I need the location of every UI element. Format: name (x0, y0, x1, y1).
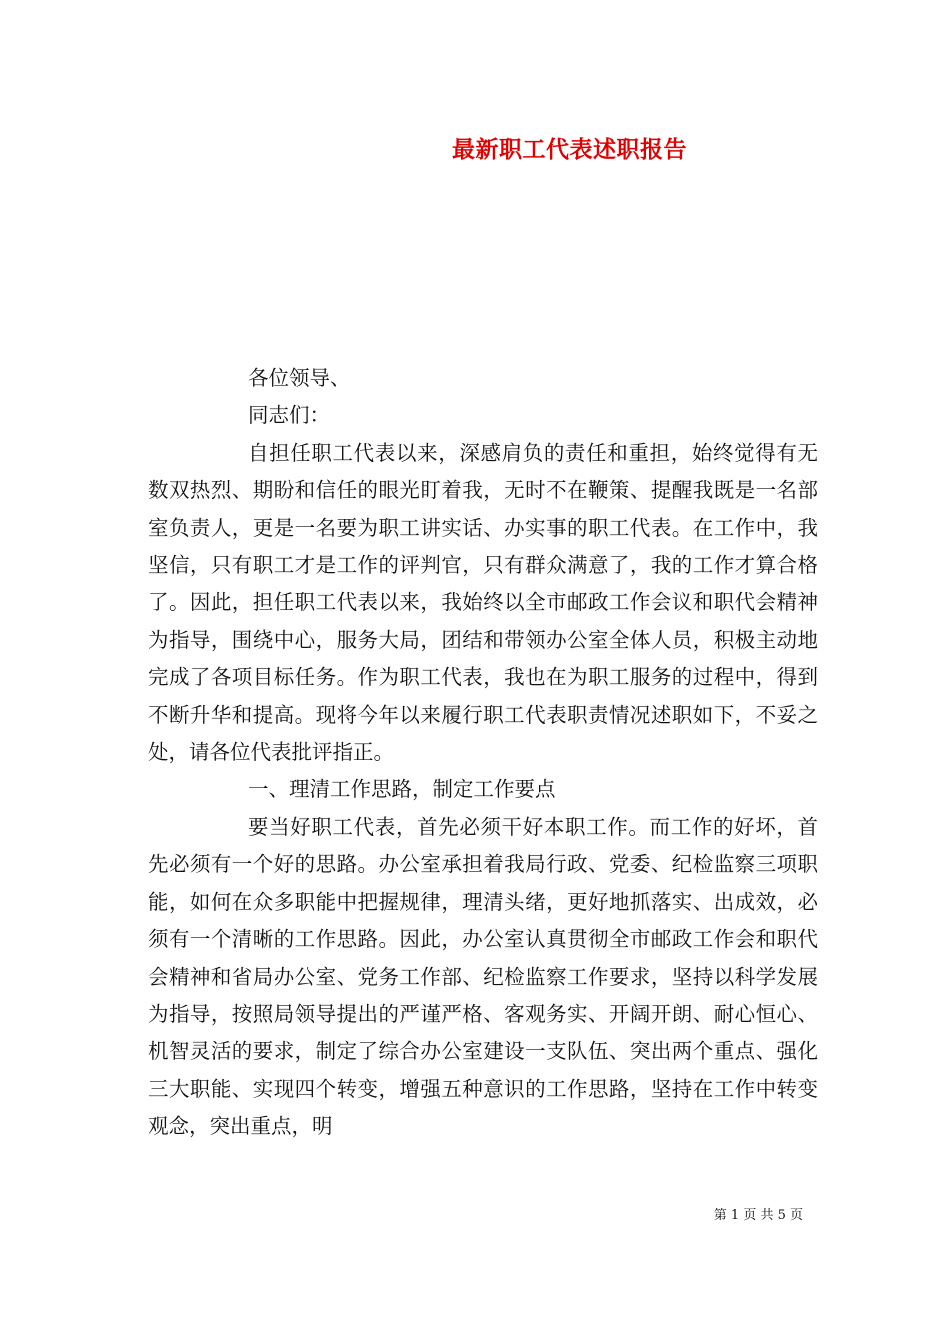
paragraph-intro: 自担任职工代表以来，深感肩负的责任和重担，始终觉得有无数双热烈、期盼和信任的眼光盯着我，无时不在鞭策、提醒我既是一名部室负责人，更是一名要为职工讲实话、办实事的职工代表。在工作中，我坚信，只有职工才是工作的评判官，只有群众满意了，我的工作才算合格了。因此，担任职工代表以来，我始终以全市邮政工作会议和职代会精神为指导，围绕中心，服务大局，团结和带领办公室全体人员，积极主动地完成了各项目标任务。作为职工代表，我也在为职工服务的过程中，得到不断升华和提高。现将今年以来履行职工代表职责情况述职如下，不妥之处，请各位代表批评指正。 (148, 440, 818, 765)
section-heading-1: 一、理清工作思路，制定工作要点 (248, 777, 556, 802)
paragraph-section-1: 要当好职工代表，首先必须干好本职工作。而工作的好坏，首先必须有一个好的思路。办公室承担着我局行政、党委、纪检监察三项职能，如何在众多职能中把握规律，理清头绪，更好地抓落实、出成效，必须有一个清晰的工作思路。因此，办公室认真贯彻全市邮政工作会和职代会精神和省局办公室、党务工作部、纪检监察工作要求，坚持以科学发展为指导，按照局领导提出的严谨严格、客观务实、开阔开朗、耐心恒心、机智灵活的要求，制定了综合办公室建设一支队伍、突出两个重点、强化三大职能、实现四个转变，增强五种意识的工作思路，坚持在工作中转变观念，突出重点，明 (148, 814, 818, 1139)
document-body (148, 360, 818, 1146)
document-title: 最新职工代表述职报告 (452, 136, 687, 163)
page-number: 第 1 页 共 5 页 (713, 1208, 803, 1223)
salutation-line-1: 各位领导、 (248, 366, 351, 390)
salutation-line-2: 同志们： (248, 403, 330, 428)
